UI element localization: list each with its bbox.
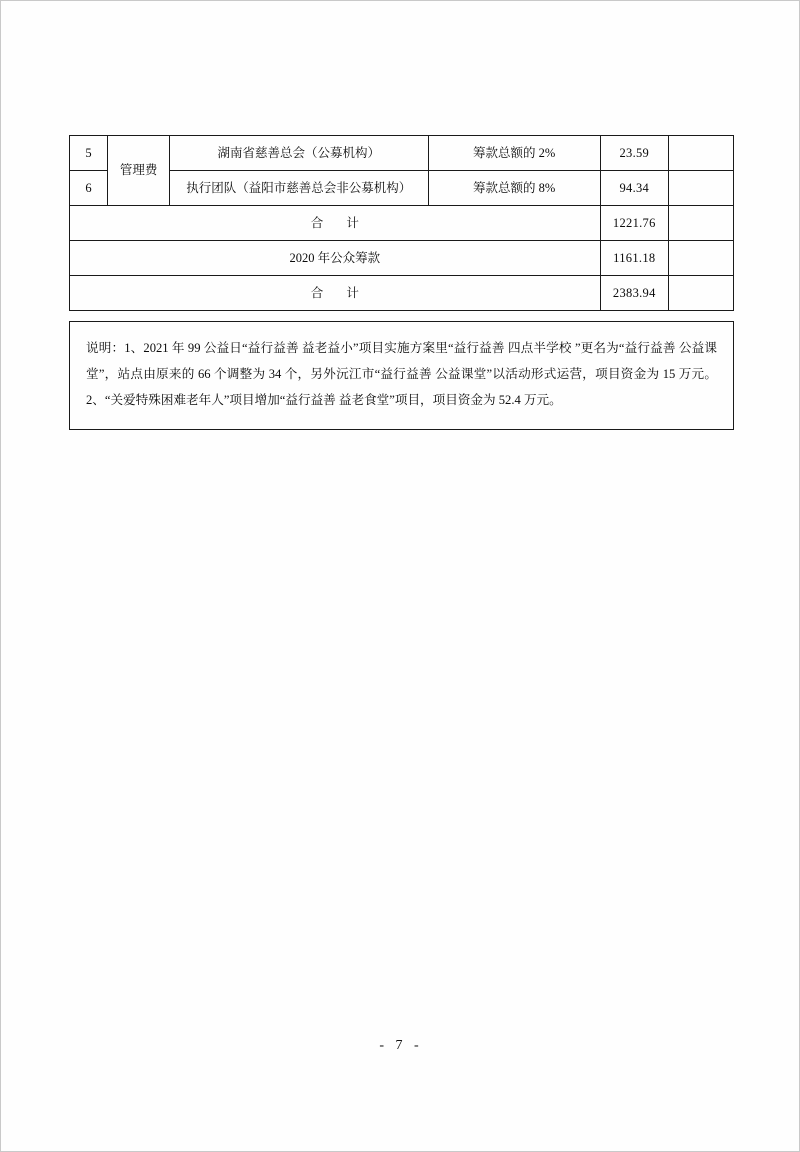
summary-amount: 1161.18 [600,241,668,276]
table-row [70,171,734,206]
note-row [70,322,734,430]
row-number: 6 [70,171,108,206]
row-standard: 筹款总额的 8% [428,171,600,206]
document-body [69,135,734,430]
table-summary-row [70,206,734,241]
row-category: 管理费 [108,136,170,206]
summary-extra [668,276,733,311]
note-text: 说明：1、2021 年 99 公益日“益行益善 益老益小”项目实施方案里“益行益善 四点半学校 ”更名为“益行益善 公益课堂”，站点由原来的 66 个调整为 34 个，另外沅江市“益行益善 公益课堂”以活动形式运营，项目资金为 15 万元。 2、“关爱特殊困难老年人”项目增加“益行益善 益老食堂”项目，项目资金为 52.4 万元。 [86,341,717,407]
row-standard: 筹款总额的 2% [428,136,600,171]
page-number: - 7 - [379,1038,423,1053]
note-table [69,321,734,430]
summary-amount: 2383.94 [600,276,668,311]
summary-amount: 1221.76 [600,206,668,241]
summary-label: 合 计 [70,276,601,311]
summary-label: 合 计 [70,206,601,241]
row-project-name: 湖南省慈善总会（公募机构） [170,136,428,171]
row-extra [668,136,733,171]
summary-extra [668,206,733,241]
row-number: 5 [70,136,108,171]
table-row [70,136,734,171]
table-summary-row [70,241,734,276]
row-amount: 94.34 [600,171,668,206]
note-cell [70,322,734,430]
summary-label: 2020 年公众筹款 [70,241,601,276]
row-extra [668,171,733,206]
financial-table [69,135,734,311]
row-amount: 23.59 [600,136,668,171]
row-project-name: 执行团队（益阳市慈善总会非公募机构） [170,171,428,206]
summary-extra [668,241,733,276]
table-summary-row [70,276,734,311]
